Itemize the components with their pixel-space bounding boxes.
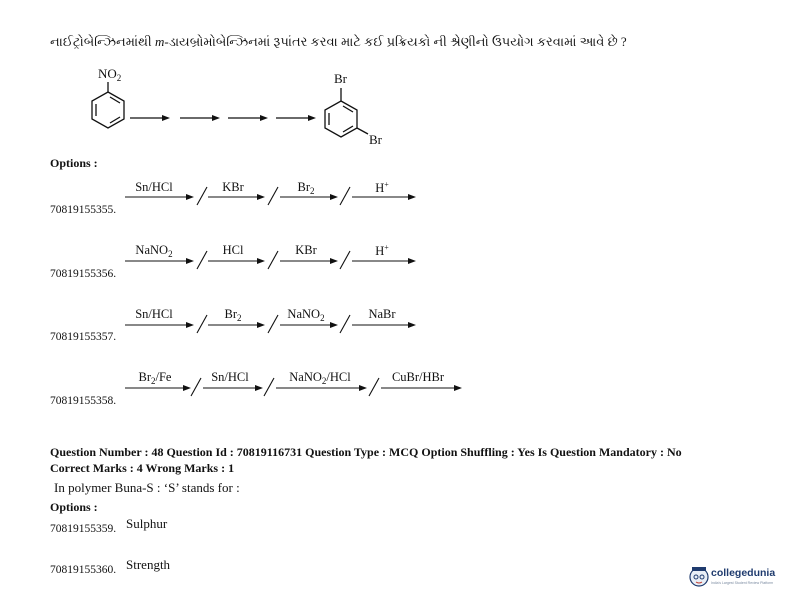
option-1-step-4: H+: [375, 180, 389, 196]
question-48-options-label: Options :: [50, 500, 98, 514]
collegedunia-logo: [688, 560, 780, 594]
option-2-id[interactable]: 70819155356.: [50, 268, 117, 280]
question-48-header-1: Question Number : 48 Question Id : 70819116731 Question Type : MCQ Option Shuffling : Yes Is Question Mandatory : No: [50, 445, 682, 459]
option-3-step-1: Sn/HCl: [135, 307, 173, 321]
option-3-step-4: NaBr: [368, 307, 396, 321]
option-2-step-2: HCl: [222, 243, 244, 257]
option-4-step-2: Sn/HCl: [211, 370, 249, 384]
option-1-step-1: Sn/HCl: [135, 180, 173, 194]
options-label: Options :: [50, 156, 98, 170]
logo-name: collegedunia: [711, 567, 776, 579]
option-arrows: [125, 187, 456, 396]
question-48-header-2: Correct Marks : 4 Wrong Marks : 1: [50, 461, 235, 475]
option-1-step-2: KBr: [222, 180, 244, 194]
q48-option-1-id[interactable]: 70819155359.: [50, 523, 117, 535]
q48-option-1-text[interactable]: Sulphur: [126, 516, 168, 531]
nitro-group-label: $NO_2$: [98, 66, 122, 83]
option-4-step-3: NaNO$_2$/HCl: [289, 370, 351, 386]
bromo-label-top: Br: [334, 71, 347, 86]
option-2-step-1: NaNO$_2$: [135, 243, 173, 259]
option-3-id[interactable]: 70819155357.: [50, 331, 117, 343]
q48-option-2-id[interactable]: 70819155360.: [50, 564, 117, 576]
option-4-step-1: $Br_2/Fe$: [138, 370, 172, 386]
option-4-step-4: CuBr/HBr: [391, 370, 445, 384]
question-italic-prefix: m: [155, 34, 165, 49]
option-3-step-3: NaNO$_2$: [287, 307, 325, 323]
question-text-part: -ડાયબ્રોમોબેન્ઝિનમાં રૂપાંતર કરવા માટે કઈ પ્રક્રિયકો ની શ્રેણીનો ઉપયોગ કરવામાં આવે છે ?: [164, 34, 627, 49]
question-text-part: નાઈટ્રોબેન્ઝિનમાંથી: [50, 34, 156, 49]
option-2-step-4: H+: [375, 243, 389, 259]
bromo-label-meta: Br: [369, 132, 382, 147]
option-3-step-2: $Br_2$: [224, 307, 242, 323]
q48-option-2-text[interactable]: Strength: [126, 557, 171, 572]
option-2-step-3: KBr: [295, 243, 317, 257]
nitrobenzene-ring: [92, 82, 124, 128]
option-1-step-3: $Br_2$: [297, 180, 315, 196]
option-1-id[interactable]: 70819155355.: [50, 204, 117, 216]
dibromobenzene-ring: [325, 88, 368, 137]
logo-tagline: India's Largest Student Review Platform: [711, 581, 774, 585]
option-4-id[interactable]: 70819155358.: [50, 395, 117, 407]
mascot-icon: [688, 564, 710, 590]
question-48-text: In polymer Buna-S : ‘S’ stands for :: [54, 480, 240, 495]
